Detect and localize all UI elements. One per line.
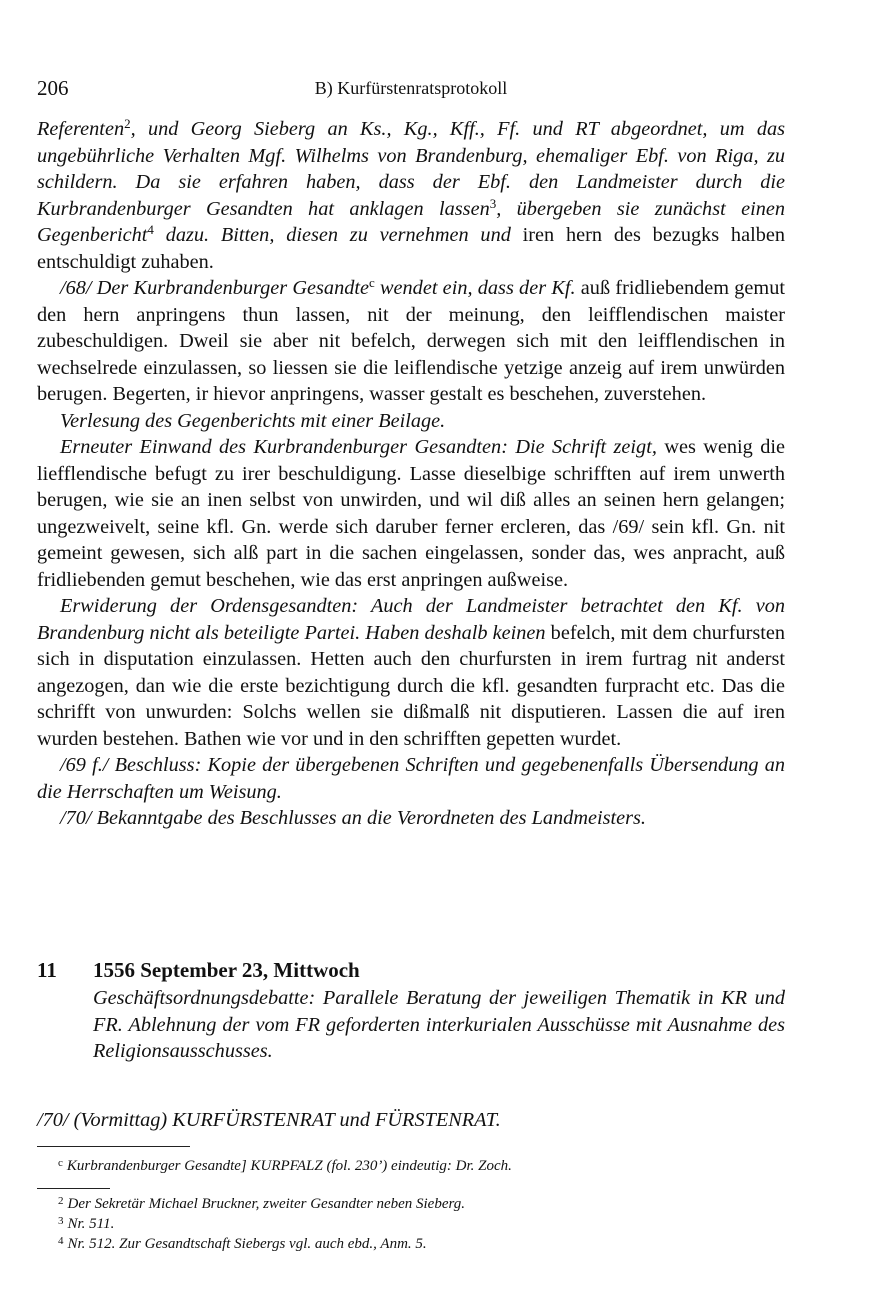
paragraph xyxy=(37,593,785,752)
text-run: Verlesung des Gegenberichts mit einer Beilage. xyxy=(60,409,446,432)
text-run: /68/ Der Kurbrandenburger Gesandte xyxy=(60,277,369,299)
footnote-text: Der Sekretär Michael Bruckner, zweiter Gesandter neben Sieberg. xyxy=(67,1196,466,1212)
text-run: befelch, mit dem churfursten sich in disputation einzulassen. Hetten auch den churfursten in irem furtrag nit anderst angezogen, dan wie die erste bezichtigung durch die kfl. gesandten furpracht etc. Das die schrifft von unwurden: Solchs wellen sie dißmalß nit disputieren. Lassen die auf iren wurden bestehen. Bathen wie vor und in den schrifften gepetten wurdet. xyxy=(37,621,786,750)
running-title: B) Kurfürstenratsprotokoll xyxy=(314,78,508,98)
footnote-reference: c xyxy=(369,275,375,290)
footnote-2 xyxy=(58,1195,465,1213)
paragraph xyxy=(37,408,785,435)
footnote-marker: 2 xyxy=(58,1195,64,1207)
footnote-text: Nr. 512. Zur Gesandtschaft Siebergs vgl. auch ebd., Anm. 5. xyxy=(67,1236,427,1252)
running-header xyxy=(37,76,785,106)
section-date: 1556 September 23, Mittwoch xyxy=(93,958,360,982)
text-run: , und Georg Sieberg an Ks., Kg., Kff., Ff. und RT abgeordnet, um das ungebührliche Verhalten Mgf. Wilhelms von Brandenburg, ehemaliger Ebf. von Riga, zu schildern. Da sie erfahren haben, dass der Ebf. den Landmeister durch die Kurbrandenburger Gesandten hat anklagen lassen xyxy=(37,118,785,220)
section-number: 11 xyxy=(37,958,57,982)
footnote-marker: c xyxy=(58,1157,63,1169)
text-run: auß fridliebendem gemut den hern anpringens thun lassen, nit der meinung, den leifflendischen maister zubeschuldigen. Dweil sie aber nit befelch, derwegen sich mit den leifflendischen in wechselrede einzulassen, so liessen sie die leiflendische yetzige anzeig auf irem unwürden berugen. Begerten, ir hievor anpringens, wasser gestalt es beschehen, zuverstehen. xyxy=(37,277,785,405)
text-run: Erwiderung der Ordensgesandten: Auch der Landmeister betrachtet den Kf. von Brandenburg nicht als beteiligte Partei. Haben deshalb keinen xyxy=(37,595,785,644)
text-run: dazu. Bitten, diesen zu vernehmen und xyxy=(153,224,523,246)
text-run: iren hern des bezugks halben entschuldigt zuhaben. xyxy=(37,224,785,273)
paragraph xyxy=(37,752,785,805)
footnote-reference: 3 xyxy=(489,195,497,211)
footnote-3 xyxy=(58,1215,114,1233)
text-run: Erneuter Einwand des Kurbrandenburger Gesandten: Die Schrift zeigt, xyxy=(60,436,665,458)
text-run: wes wenig die liefflendische befugt zu irer beschuldigung. Lasse dieselbige schrifften auf irem unwerth berugen, wie sie an inen selbst von unwirden, und wil diß alles an seinen hern gelangen; ungezweivelt, seine kfl. Gn. werde sich daruber ferner ercleren, das /69/ sein kfl. Gn. nit gemeint gewesen, sich alß part in die sachen eingelassen, sonder das, wes anpracht, auß fridliebenden gemut beschehen, wie das erst anpringen außweise. xyxy=(37,436,785,591)
footnote-c xyxy=(58,1157,512,1175)
footnote-reference: 2 xyxy=(124,116,131,131)
paragraph xyxy=(37,434,785,593)
footnote-marker: 4 xyxy=(58,1235,64,1247)
text-run: Referenten xyxy=(37,118,125,140)
paragraph xyxy=(37,116,785,275)
page-number: 206 xyxy=(37,76,69,100)
text-run: /70/ Bekanntgabe des Beschlusses an die Verordneten des Landmeisters. xyxy=(60,807,646,829)
paragraph xyxy=(37,275,785,408)
text-run: /69 f./ Beschluss: Kopie der übergebenen Schriften und gegebenenfalls Übersendung an die Herrschaften um Weisung. xyxy=(37,754,785,803)
footnote-marker: 3 xyxy=(58,1215,64,1227)
text-run: wendet ein, dass der Kf. xyxy=(374,277,581,299)
paragraph xyxy=(37,805,785,832)
footnote-text: Nr. 511. xyxy=(67,1216,115,1232)
session-heading: /70/ (Vormittag) KURFÜRSTENRAT und FÜRSTENRAT. xyxy=(37,1109,501,1131)
footnote-divider xyxy=(37,1146,190,1147)
footnote-divider xyxy=(37,1188,110,1189)
footnote-4 xyxy=(58,1235,427,1253)
section-heading xyxy=(37,958,360,983)
footnote-reference: 4 xyxy=(147,222,154,237)
main-text xyxy=(37,116,785,832)
footnote-text: Kurbrandenburger Gesandte] KURPFALZ (fol. 230’) eindeutig: Dr. Zoch. xyxy=(66,1158,512,1174)
text-run: , übergeben sie zunächst einen Gegenbericht xyxy=(37,197,785,246)
section-summary: Geschäftsordnungsdebatte: Parallele Beratung der jeweiligen Thematik in KR und FR. Ablehnung der vom FR geforderten interkurialen Ausschüsse mit Ausnahme des Religionsausschusses. xyxy=(93,987,785,1062)
